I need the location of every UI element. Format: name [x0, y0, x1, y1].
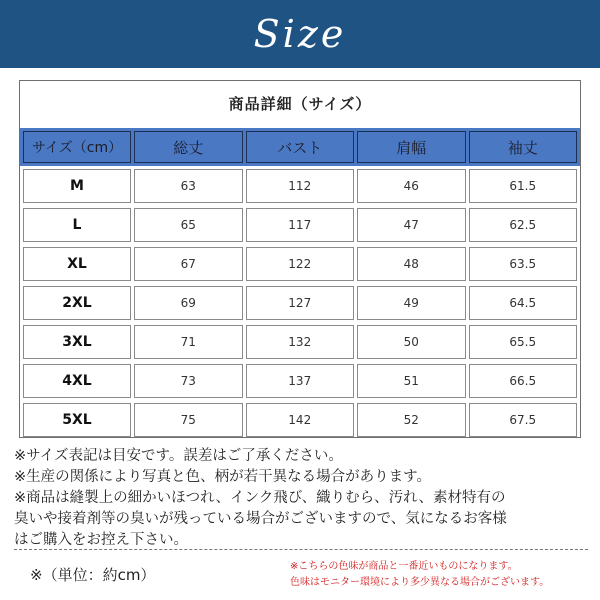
sleeve-cell: 62.5 — [469, 208, 578, 242]
sleeve-cell: 61.5 — [469, 169, 578, 203]
bust-cell: 117 — [246, 208, 355, 242]
sleeve-cell: 67.5 — [469, 403, 578, 437]
sleeve-cell: 63.5 — [469, 247, 578, 281]
length-cell: 67 — [134, 247, 243, 281]
length-cell: 71 — [134, 325, 243, 359]
sleeve-cell: 66.5 — [469, 364, 578, 398]
length-cell: 63 — [134, 169, 243, 203]
header-sleeve: 袖丈 — [469, 131, 578, 163]
length-cell: 75 — [134, 403, 243, 437]
header-bust: バスト — [246, 131, 355, 163]
shoulder-cell: 46 — [357, 169, 466, 203]
table-body — [20, 166, 580, 437]
note-line: ※生産の関係により写真と色、柄が若干異なる場合があります。 — [14, 469, 431, 485]
shoulder-cell: 47 — [357, 208, 466, 242]
color-note-line2: 色味はモニター環境により多少異なる場合がございます。 — [290, 577, 550, 588]
note-line: ※商品は縫製上の細かいほつれ、インク飛び、織りむら、汚れ、素材特有の — [14, 490, 506, 506]
size-cell: 3XL — [23, 325, 131, 359]
table-row — [23, 286, 577, 320]
table-row — [23, 403, 577, 437]
bust-cell: 122 — [246, 247, 355, 281]
table-row — [23, 169, 577, 203]
sleeve-cell: 65.5 — [469, 325, 578, 359]
header-size: サイズ（cm） — [23, 131, 131, 163]
table-header-row — [20, 128, 580, 166]
bust-cell: 127 — [246, 286, 355, 320]
shoulder-cell: 51 — [357, 364, 466, 398]
unit-note: ※（単位：約cm） — [30, 566, 156, 584]
size-cell: 4XL — [23, 364, 131, 398]
sleeve-cell: 64.5 — [469, 286, 578, 320]
dashed-divider — [14, 549, 588, 550]
bust-cell: 112 — [246, 169, 355, 203]
header-shoulder: 肩幅 — [357, 131, 466, 163]
table-row — [23, 364, 577, 398]
shoulder-cell: 50 — [357, 325, 466, 359]
size-cell: XL — [23, 247, 131, 281]
table-row — [23, 247, 577, 281]
color-note — [290, 559, 596, 591]
table-row — [23, 325, 577, 359]
shoulder-cell: 52 — [357, 403, 466, 437]
size-cell: L — [23, 208, 131, 242]
bust-cell: 142 — [246, 403, 355, 437]
banner-title: Size — [253, 12, 347, 56]
size-cell: 5XL — [23, 403, 131, 437]
table-row — [23, 208, 577, 242]
size-cell: M — [23, 169, 131, 203]
bust-cell: 132 — [246, 325, 355, 359]
note-line: はご購入をお控え下さい。 — [14, 532, 188, 548]
length-cell: 69 — [134, 286, 243, 320]
length-cell: 65 — [134, 208, 243, 242]
note-line: 臭いや接着剤等の臭いが残っている場合がございますので、気になるお客様 — [14, 511, 507, 527]
notes-block — [14, 446, 590, 551]
table-title: 商品詳細（サイズ） — [228, 95, 372, 113]
length-cell: 73 — [134, 364, 243, 398]
color-note-line1: ※こちらの色味が商品と一番近いものになります。 — [290, 561, 518, 572]
size-cell: 2XL — [23, 286, 131, 320]
bust-cell: 137 — [246, 364, 355, 398]
note-line: ※サイズ表記は目安です。誤差はご了承ください。 — [14, 448, 343, 464]
shoulder-cell: 48 — [357, 247, 466, 281]
header-length: 総丈 — [134, 131, 243, 163]
size-banner — [0, 0, 600, 68]
size-table — [19, 80, 581, 438]
shoulder-cell: 49 — [357, 286, 466, 320]
